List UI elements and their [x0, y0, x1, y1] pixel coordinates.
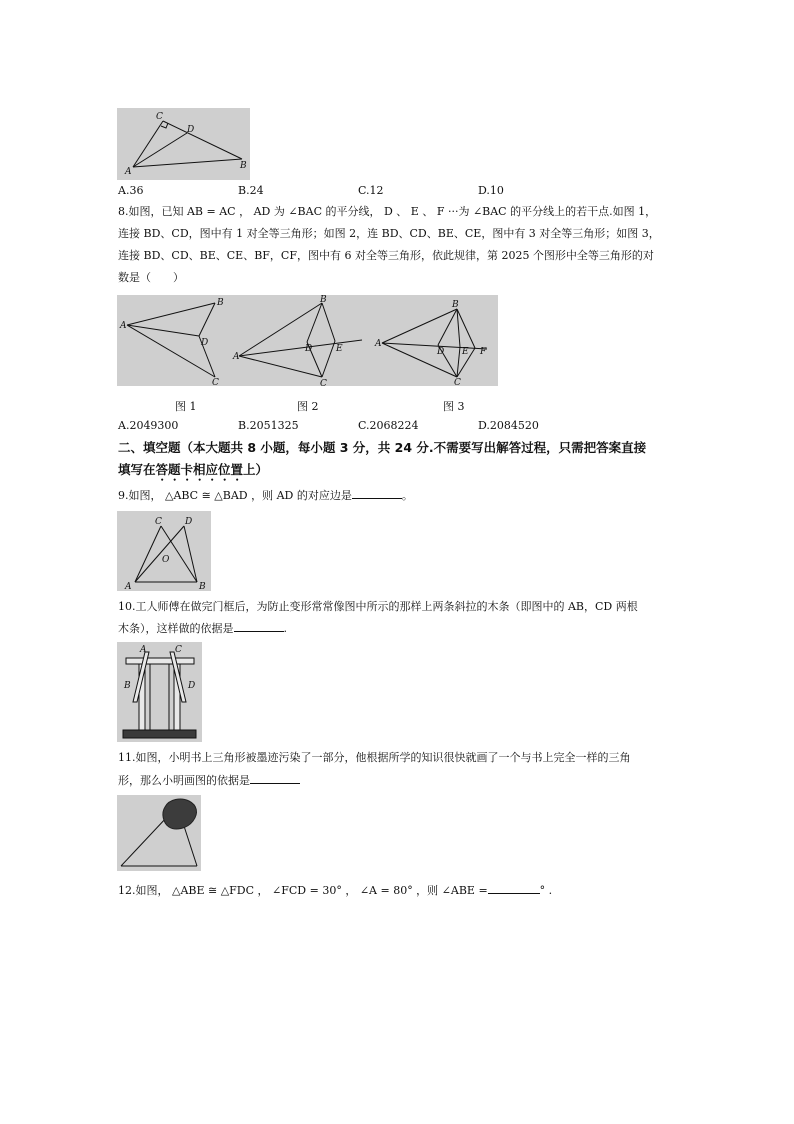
q9-label-b: B — [199, 582, 206, 591]
q8-fig3-label-e: E — [462, 347, 469, 357]
q9-label-d: D — [185, 517, 193, 527]
q10-line-1: 10.工人师傅在做完门框后，为防止变形常常像图中所示的那样上两条斜拉的木条（即图中的 AB，CD 两根 — [118, 600, 638, 613]
q11-answer-blank[interactable] — [250, 771, 300, 784]
q7-label-d: D — [187, 125, 195, 135]
q8-fig2-label-e: E — [336, 344, 343, 354]
q8-fig1-label-d: D — [201, 338, 209, 348]
q8-fig1-label-b: B — [217, 298, 224, 308]
q10-figure — [117, 642, 202, 742]
q10-label-c: C — [175, 645, 182, 655]
q10-answer-blank[interactable] — [234, 619, 284, 632]
q8-option-c: C.2068224 — [358, 419, 419, 432]
ink-blot-icon — [163, 799, 197, 829]
q7-option-a: A.36 — [118, 184, 144, 197]
q10-text: 木条），这样做的依据是 — [118, 622, 234, 635]
q9-answer-blank[interactable] — [352, 486, 402, 499]
q11-line-2 — [118, 770, 300, 791]
q8-figures — [117, 295, 498, 386]
q12-answer-blank[interactable] — [488, 881, 540, 894]
q9-question — [118, 485, 413, 506]
q7-option-d: D.10 — [478, 184, 504, 197]
q10-label-b: B — [124, 681, 131, 691]
q12-text: 12.如图， △ABE ≅ △FDC ， ∠FCD = 30° ， ∠A = 80° ，则 ∠ABE = — [118, 884, 488, 897]
q7-option-b: B.24 — [238, 184, 264, 197]
q8-fig2-label-b: B — [320, 295, 327, 305]
q8-fig1-label-c: C — [212, 378, 219, 386]
q9-figure — [117, 511, 211, 591]
q8-fig3-label-a: A — [375, 339, 382, 349]
q9-text-end: 。 — [401, 489, 413, 502]
q8-line-1: 8.如图，已知 AB = AC ， AD 为 ∠BAC 的平分线， D 、 E 、 F ···为 ∠BAC 的平分线上的若干点.如图 1， — [118, 205, 657, 218]
q11-text: 形，那么小明画图的依据是 — [118, 774, 250, 787]
q8-fig2-label-d: D — [305, 344, 313, 354]
q11-figure — [117, 795, 201, 871]
q8-fig1-label-a: A — [120, 321, 127, 331]
q10-text-end: . — [283, 622, 287, 635]
q11-line-1: 11.如图，小明书上三角形被墨迹污染了一部分，他根据所学的知识很快就画了一个与书上完全一样的三角 — [118, 751, 631, 764]
q8-option-d: D.2084520 — [478, 419, 539, 432]
q10-label-a: A — [140, 645, 147, 655]
q8-line-3: 连接 BD、CD、BE、CE、BF，CF，图中有 6 对全等三角形，依此规律，第 2025 个图形中全等三角形的对 — [118, 249, 654, 262]
q7-option-c: C.12 — [358, 184, 384, 197]
q8-option-b: B.2051325 — [238, 419, 299, 432]
q8-fig2-label-a: A — [233, 352, 240, 362]
q7-figure — [117, 108, 250, 180]
section-2-heading-emph: 答题卡相应位置 — [155, 462, 244, 477]
q8-fig3-label-f: F — [480, 347, 487, 357]
q8-fig3-label-d: D — [437, 347, 445, 357]
q7-label-c: C — [156, 112, 163, 122]
section-2-heading-line-2 — [118, 459, 268, 484]
section-2-heading-pre: 填写在 — [118, 462, 156, 477]
q12-text-end: ° . — [539, 884, 553, 897]
q7-label-a: A — [125, 167, 132, 177]
q10-line-2 — [118, 618, 287, 639]
section-2-heading-post: 上） — [243, 462, 269, 477]
q8-caption-2: 图 2 — [297, 400, 319, 413]
q8-option-a: A.2049300 — [118, 419, 179, 432]
q8-caption-1: 图 1 — [175, 400, 197, 413]
q9-label-o: O — [162, 555, 170, 565]
q7-label-b: B — [240, 161, 247, 171]
q9-label-c: C — [155, 517, 162, 527]
q8-caption-3: 图 3 — [443, 400, 465, 413]
q9-label-a: A — [125, 582, 132, 591]
q8-fig3-label-c: C — [454, 378, 461, 386]
q9-text: 9.如图， △ABC ≅ △BAD ，则 AD 的对应边是 — [118, 489, 352, 502]
section-2-heading-line-1: 二、填空题（本大题共 8 小题，每小题 3 分，共 24 分.不需要写出解答过程，只需把答案直接 — [118, 440, 647, 455]
q8-fig2-label-c: C — [320, 379, 327, 386]
q8-fig3-label-b: B — [452, 300, 459, 310]
q8-line-4: 数是（ ） — [118, 271, 184, 284]
q10-label-d: D — [188, 681, 196, 691]
q8-line-2: 连接 BD、CD，图中有 1 对全等三角形；如图 2，连 BD、CD、BE、CE，图中有 3 对全等三角形；如图 3， — [118, 227, 660, 240]
q12-question — [118, 880, 552, 901]
